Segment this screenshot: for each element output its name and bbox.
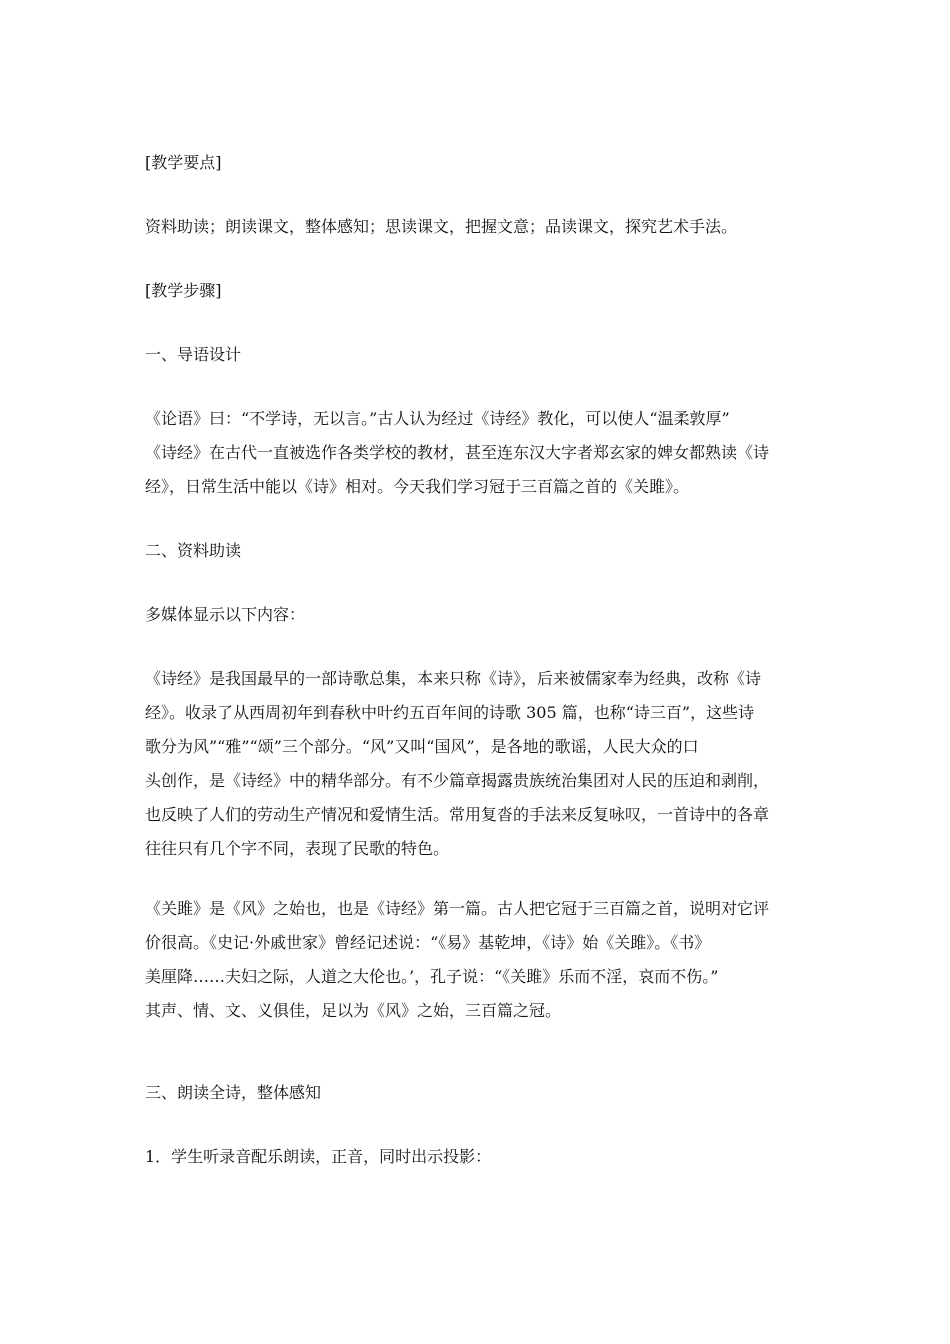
step3-item-1: 1．学生听录音配乐朗读，正音，同时出示投影： <box>145 1147 492 1166</box>
step2-paragraph-1 <box>145 662 810 866</box>
paragraph-line: 头创作，是《诗经》中的精华部分。有不少篇章揭露贵族统治集团对人民的压迫和剥削， <box>145 771 770 790</box>
paragraph-line: 经》。收录了从西周初年到春秋中叶约五百年间的诗歌 305 篇，也称“诗三百”，这些诗 <box>145 703 755 722</box>
step3-heading: 三、朗读全诗，整体感知 <box>145 1083 322 1102</box>
teaching-steps-heading: [教学步骤] <box>145 281 222 300</box>
paragraph-line: 价很高。《史记·外戚世家》曾经记述说：“《易》基乾坤，《诗》始《关雎》。《书》 <box>145 933 711 952</box>
paragraph-line: 《关雎》是《风》之始也，也是《诗经》第一篇。古人把它冠于三百篇之首，说明对它评 <box>145 899 770 918</box>
paragraph-line: 《诗经》在古代一直被选作各类学校的教材，甚至连东汉大字者郑玄家的婢女都熟读《诗 <box>145 443 770 462</box>
step2-intro: 多媒体显示以下内容： <box>145 605 306 624</box>
paragraph-line: 歌分为风”“雅”“颂”三个部分。“风”又叫“国风”，是各地的歌谣，人民大众的口 <box>145 737 699 756</box>
paragraph-line: 《诗经》是我国最早的一部诗歌总集，本来只称《诗》，后来被儒家奉为经典，改称《诗 <box>145 669 762 688</box>
paragraph-line: 经》，日常生活中能以《诗》相对。今天我们学习冠于三百篇之首的《关雎》。 <box>145 477 690 496</box>
paragraph-line: 《论语》曰：“不学诗，无以言。”古人认为经过《诗经》教化，可以使人“温柔敦厚” <box>145 409 730 428</box>
teaching-points-heading: [教学要点] <box>145 153 222 172</box>
step1-heading: 一、导语设计 <box>145 345 242 364</box>
paragraph-line: 美厘降……夫妇之际，人道之大伦也。’，孔子说：“《关雎》乐而不淫，哀而不伤。” <box>145 967 719 986</box>
paragraph-line: 其声、情、文、义俱佳，足以为《风》之始，三百篇之冠。 <box>145 1001 562 1020</box>
step2-heading: 二、资料助读 <box>145 541 242 560</box>
step2-paragraph-2 <box>145 892 810 1028</box>
step1-paragraph <box>145 402 810 504</box>
paragraph-line: 往往只有几个字不同，表现了民歌的特色。 <box>145 839 450 858</box>
document-page <box>145 146 810 1174</box>
teaching-points-text: 资料助读；朗读课文，整体感知；思读课文，把握文意；品读课文，探究艺术手法。 <box>145 217 738 236</box>
paragraph-line: 也反映了人们的劳动生产情况和爱情生活。常用复沓的手法来反复咏叹，一首诗中的各章 <box>145 805 770 824</box>
